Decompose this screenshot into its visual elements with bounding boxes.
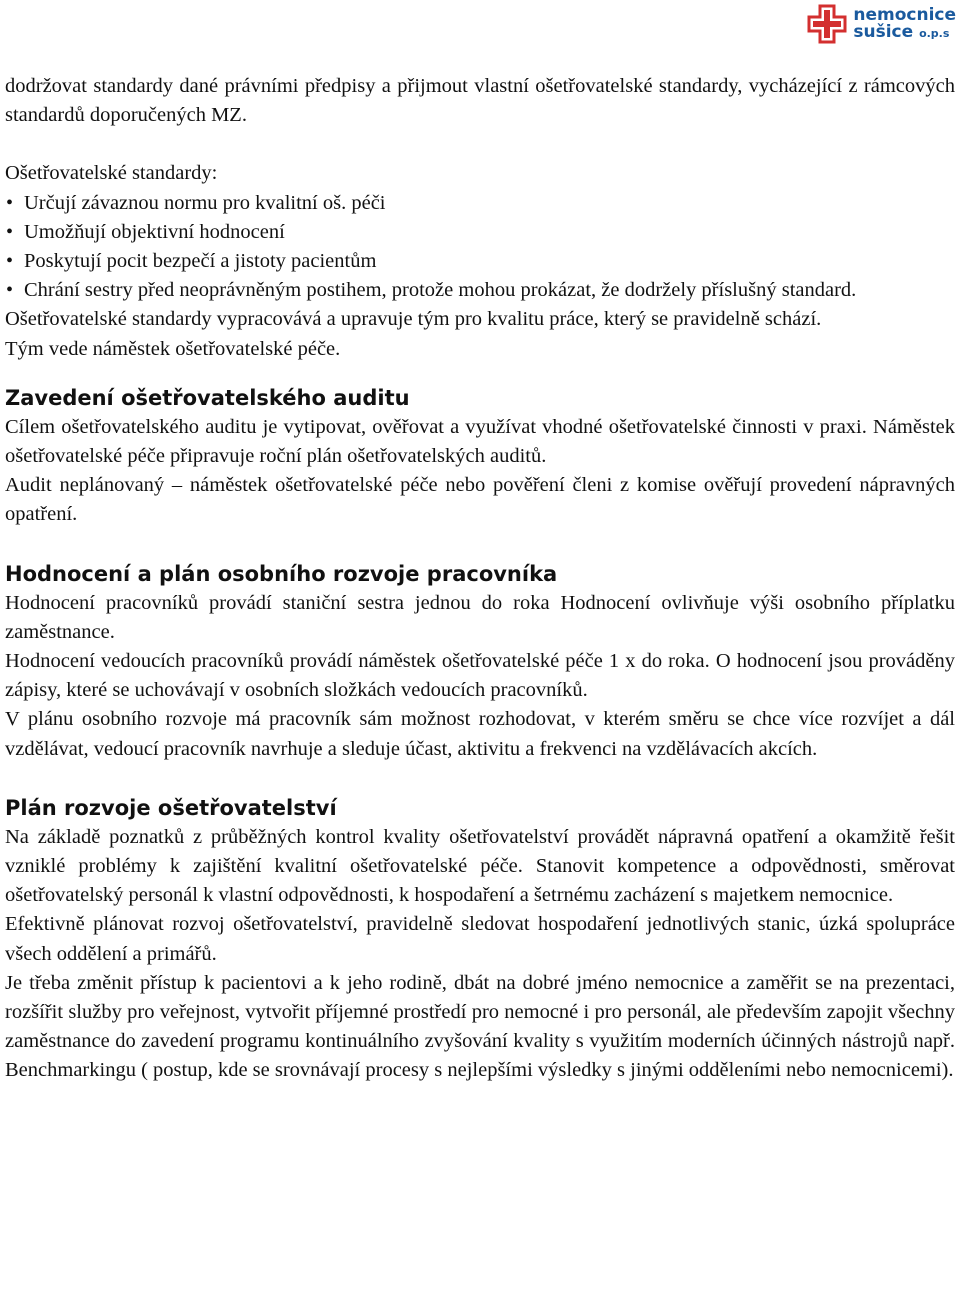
logo-text [853,4,956,42]
bullet-icon: • [6,220,14,243]
evaluation-heading: Hodnocení a plán osobního rozvoje pracovníka [5,561,558,586]
spacer [5,764,955,793]
spacer [5,530,955,559]
standards-heading: Ošetřovatelské standardy: [5,162,218,185]
bullet-icon: • [6,279,14,302]
logo-line-2 [853,21,956,42]
standards-paragraph: Ošetřovatelské standardy vypracovává a upravuje tým pro kvalitu práce, který se pravidelně schází. [5,308,822,331]
list-item [5,218,955,247]
hospital-cross-icon [807,4,847,44]
audit-paragraph-2: Audit neplánovaný – náměstek ošetřovatelské péče nebo pověření členi z komise ověřují provedení nápravných opatření. [5,474,955,526]
spacer [5,364,955,383]
list-item-text: Určují závaznou normu pro kvalitní oš. péči [24,191,386,214]
plan-paragraph-3: Je třeba změnit přístup k pacientovi a k jeho rodině, dbát na dobré jméno nemocnice a zaměřit se na prezentaci, rozšířit služby pro veřejnost, vytvořit příjemné prostředí pro nemocné i pro personál, ale především zapojit všechny zaměstnance do zavedení programu kontinuálního zvyšování kvality s využitím moderních účinných nástrojů např. Benchmarkingu ( postup, kde se srovnávají procesy s nejlepšími výsledky s jinými odděleními nebo nemocnicemi). [5,971,955,1082]
standards-team-lead: Tým vede náměstek ošetřovatelské péče. [5,337,341,360]
list-item-text: Poskytují pocit bezpečí a jistoty pacientům [24,250,377,273]
hospital-logo [807,4,956,44]
plan-heading: Plán rozvoje ošetřovatelství [5,795,337,820]
logo-suffix: o.p.s [919,26,950,40]
spacer [5,130,955,159]
logo-line-1: nemocnice [853,4,956,25]
plan-paragraph-2: Efektivně plánovat rozvoj ošetřovatelství, pravidelně sledovat hospodaření jednotlivých stanic, úzká spolupráce všech oddělení a primářů. [5,913,955,965]
bullet-icon: • [6,250,14,273]
evaluation-paragraph-1: Hodnocení pracovníků provádí staniční sestra jednou do roka Hodnocení ovlivňuje výši osobního příplatku zaměstnance. [5,591,955,643]
evaluation-paragraph-2: Hodnocení vedoucích pracovníků provádí náměstek ošetřovatelské péče 1 x do roka. O hodnocení jsou prováděny zápisy, které se uchovávají v osobních složkách vedoucích pracovníků. [5,650,955,702]
list-item [5,247,955,276]
audit-paragraph-1: Cílem ošetřovatelského auditu je vytipovat, ověřovat a využívat vhodné ošetřovatelské činnosti v praxi. Náměstek ošetřovatelské péče připravuje roční plán ošetřovatelských auditů. [5,415,955,468]
bullet-icon: • [6,191,14,214]
list-item-text: Chrání sestry před neoprávněným postihem, protože mohou prokázat, že dodržely příslušný standard. [24,279,857,302]
logo-name: sušice [853,21,914,42]
evaluation-paragraph-3: V plánu osobního rozvoje má pracovník sám možnost rozhodovat, v kterém směru se chce více rozvíjet a dál vzdělávat, vedoucí pracovník navrhuje a sleduje účast, aktivitu a frekvenci na vzdělávacích akcích. [5,708,955,760]
audit-heading: Zavedení ošetřovatelského auditu [5,385,410,410]
list-item-text: Umožňují objektivní hodnocení [24,220,285,243]
standards-list [5,189,955,306]
list-item [5,189,955,218]
intro-paragraph: dodržovat standardy dané právními předpisy a přijmout vlastní ošetřovatelské standardy, vycházející z rámcových standardů doporučených MZ. [5,75,955,127]
list-item [5,276,955,305]
plan-paragraph-1: Na základě poznatků z průběžných kontrol kvality ošetřovatelství provádět nápravná opatření a okamžitě řešit vzniklé problémy k zajištění kvalitní ošetřovatelské péče. Stanovit kompetence a odpovědnosti, směrovat ošetřovatelský personál k vlastní odpovědnosti, k hospodaření a šetrnému zacházení s majetkem nemocnice. [5,825,955,907]
document-body [5,72,955,1086]
